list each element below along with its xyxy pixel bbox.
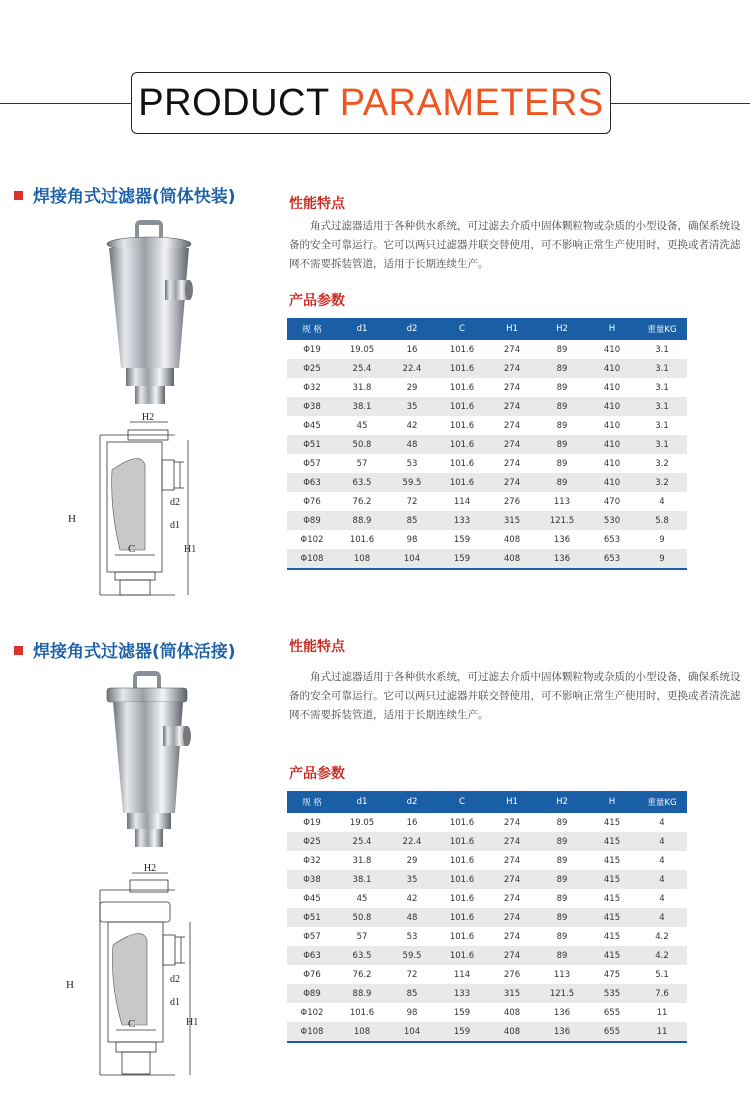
table-cell: Φ102 [300, 1007, 324, 1018]
table-cell: 101.6 [437, 397, 487, 416]
table-cell: 408 [503, 1007, 521, 1018]
table-cell: 274 [503, 420, 521, 431]
table-cell: 410 [603, 344, 621, 355]
column-header: C [437, 318, 487, 340]
table-cell: Φ25 [287, 832, 337, 851]
table-row [287, 454, 687, 473]
table-cell: 274 [503, 382, 521, 393]
table-cell: 159 [437, 1022, 487, 1042]
table-cell: 53 [406, 458, 418, 469]
table-cell: 136 [553, 1007, 571, 1018]
table-cell: 88.9 [337, 984, 387, 1003]
table-cell: 104 [387, 1022, 437, 1042]
section-1-params-heading: 产品参数 [289, 293, 345, 309]
table-cell: 101.6 [437, 832, 487, 851]
table-row [287, 549, 687, 569]
table-header-row [287, 791, 687, 813]
table-cell: 101.6 [449, 420, 475, 431]
table-cell: 101.6 [449, 855, 475, 866]
table-cell: 3.1 [655, 344, 669, 355]
table-cell: 3.2 [637, 473, 687, 492]
section-1-features-heading: 性能特点 [289, 196, 345, 212]
table-cell: 410 [587, 473, 637, 492]
table-cell: 89 [556, 420, 568, 431]
column-header: 重量KG [637, 791, 687, 813]
table-cell: 315 [487, 984, 537, 1003]
table-cell: 274 [487, 870, 537, 889]
table-cell: 3.1 [637, 397, 687, 416]
table-cell: 274 [487, 359, 537, 378]
table-row [287, 946, 687, 965]
table-cell: Φ51 [287, 908, 337, 927]
table-cell: 101.6 [437, 870, 487, 889]
table-cell: 530 [587, 511, 637, 530]
table-cell: 7.6 [637, 984, 687, 1003]
dim-label-h2: H2 [141, 412, 155, 423]
table-cell: Φ76 [303, 496, 321, 507]
table-cell: 274 [487, 435, 537, 454]
bullet-square-icon [14, 191, 23, 200]
table-cell: 101.6 [437, 908, 487, 927]
dim-label-h1: H1 [186, 1017, 199, 1028]
section-2-title [14, 637, 236, 662]
dim-label-c: C [128, 1018, 136, 1030]
dim-label-d1: d1 [170, 520, 180, 531]
table-cell: 410 [587, 359, 637, 378]
table-cell: Φ32 [303, 855, 321, 866]
table-cell: 475 [603, 969, 621, 980]
table-cell: 114 [453, 969, 471, 980]
table-row [287, 340, 687, 359]
table-cell: 535 [587, 984, 637, 1003]
table-cell: 48 [387, 435, 437, 454]
table-row [287, 908, 687, 927]
table-cell: 4 [637, 908, 687, 927]
table-row [287, 1022, 687, 1042]
table-cell: 89 [537, 908, 587, 927]
table-cell: 89 [556, 817, 568, 828]
table-cell: 133 [437, 984, 487, 1003]
section-1-title-text: 焊接角式过滤器(筒体快装) [33, 187, 236, 207]
table-cell: 29 [406, 382, 418, 393]
table-cell: 101.6 [449, 382, 475, 393]
table-cell: Φ19 [303, 817, 321, 828]
table-cell: 4 [637, 870, 687, 889]
table-cell: Φ51 [287, 435, 337, 454]
table-cell: 42 [406, 420, 418, 431]
table-cell: 50.8 [337, 908, 387, 927]
table-cell: 274 [503, 458, 521, 469]
table-cell: 76.2 [352, 496, 372, 507]
table-cell: 4 [659, 817, 665, 828]
table-cell: 276 [503, 969, 521, 980]
table-cell: 89 [537, 832, 587, 851]
table-cell: 85 [387, 984, 437, 1003]
dimension-drawing-1 [60, 410, 200, 615]
title-word-parameters: PARAMETERS [339, 81, 604, 124]
table-row [287, 359, 687, 378]
table-cell: Φ25 [287, 359, 337, 378]
table-cell: 89 [556, 855, 568, 866]
column-header: 规 格 [287, 791, 337, 813]
table-cell: 133 [437, 511, 487, 530]
table-cell: Φ38 [287, 397, 337, 416]
section-2-features-text: 角式过滤器适用于各种供水系统，可过滤去介质中固体颗粒物或杂质的小型设备，确保系统设备的安全可靠运行。它可以两只过滤器并联交替使用，可不影响正常生产使用时，更换或者清洗滤网不需要拆装管道，适用于长期连续生产。 [289, 671, 741, 721]
table-cell: 274 [487, 908, 537, 927]
column-header: H2 [537, 791, 587, 813]
table-cell: Φ19 [303, 344, 321, 355]
section-2-features-heading: 性能特点 [289, 639, 345, 655]
product-photo-1 [95, 218, 200, 413]
table-row [287, 473, 687, 492]
table-cell: 315 [487, 511, 537, 530]
table-cell: 4 [659, 855, 665, 866]
table-cell: 76.2 [352, 969, 372, 980]
table-row [287, 530, 687, 549]
table-cell: 3.1 [655, 382, 669, 393]
table-cell: 63.5 [337, 473, 387, 492]
table-cell: 159 [453, 1007, 471, 1018]
table-cell: 59.5 [387, 946, 437, 965]
table-cell: 274 [487, 397, 537, 416]
table-cell: 415 [587, 908, 637, 927]
table-row [287, 851, 687, 870]
table-cell: 89 [556, 344, 568, 355]
table-row [287, 397, 687, 416]
table-cell: 9 [659, 534, 665, 545]
table-cell: 72 [406, 496, 418, 507]
table-cell: 89 [556, 893, 568, 904]
table-cell: 415 [587, 870, 637, 889]
table-cell: 415 [603, 817, 621, 828]
table-cell: 136 [537, 1022, 587, 1042]
table-cell: 89 [537, 473, 587, 492]
table-cell: 42 [406, 893, 418, 904]
table-cell: 89 [556, 382, 568, 393]
table-cell: 159 [453, 534, 471, 545]
table-cell: 5.8 [637, 511, 687, 530]
table-cell: 22.4 [387, 832, 437, 851]
table-row [287, 416, 687, 435]
table-cell: 408 [503, 534, 521, 545]
table-cell: 3.2 [655, 458, 669, 469]
column-header: d1 [337, 318, 387, 340]
table-cell: 276 [503, 496, 521, 507]
table-cell: 274 [503, 817, 521, 828]
table-cell: 653 [587, 549, 637, 569]
table-row [287, 832, 687, 851]
column-header: H [587, 318, 637, 340]
table-cell: 5.1 [655, 969, 669, 980]
table-cell: 101.6 [349, 1007, 375, 1018]
table-cell: 31.8 [352, 382, 372, 393]
table-cell: Φ38 [287, 870, 337, 889]
header-rule-left [0, 103, 132, 104]
table-cell: 89 [537, 435, 587, 454]
dim-label-h2: H2 [143, 863, 157, 874]
table-cell: 19.05 [349, 817, 375, 828]
table-cell: 22.4 [387, 359, 437, 378]
table-cell: 89 [537, 946, 587, 965]
table-cell: 113 [553, 496, 571, 507]
table-cell: Φ108 [287, 549, 337, 569]
table-cell: 98 [406, 534, 418, 545]
table-cell: 101.6 [449, 931, 475, 942]
table-row [287, 435, 687, 454]
table-cell: 274 [487, 946, 537, 965]
table-row [287, 870, 687, 889]
table-cell: 104 [387, 549, 437, 569]
table-cell: 101.6 [449, 893, 475, 904]
table-cell: 274 [503, 893, 521, 904]
table-cell: 3.1 [637, 359, 687, 378]
table-row [287, 813, 687, 832]
table-cell: 136 [553, 534, 571, 545]
dim-label-c: C [128, 543, 136, 555]
column-header: H1 [487, 791, 537, 813]
dim-label-d2: d2 [170, 974, 180, 985]
table-cell: 89 [537, 870, 587, 889]
table-row [287, 1003, 687, 1022]
table-cell: Φ102 [300, 534, 324, 545]
table-cell: 113 [553, 969, 571, 980]
column-header: C [437, 791, 487, 813]
table-cell: 89 [556, 458, 568, 469]
table-cell: 31.8 [352, 855, 372, 866]
table-cell: 3.1 [637, 435, 687, 454]
table-cell: 101.6 [449, 344, 475, 355]
table-cell: 89 [537, 397, 587, 416]
table-cell: 408 [487, 1022, 537, 1042]
section-2-title-text: 焊接角式过滤器(筒体活接) [33, 642, 236, 662]
table-cell: Φ89 [287, 984, 337, 1003]
table-cell: 410 [603, 382, 621, 393]
table-cell: 159 [437, 549, 487, 569]
table-cell: Φ89 [287, 511, 337, 530]
table-cell: 45 [356, 893, 368, 904]
table-cell: 11 [656, 1007, 668, 1018]
table-cell: 415 [603, 931, 621, 942]
table-cell: 121.5 [537, 511, 587, 530]
column-header: d1 [337, 791, 387, 813]
table-cell: 101.6 [449, 458, 475, 469]
table-header-row [287, 318, 687, 340]
table-cell: 16 [406, 817, 418, 828]
table-cell: 38.1 [337, 870, 387, 889]
table-cell: 11 [637, 1022, 687, 1042]
table-cell: Φ45 [303, 893, 321, 904]
table-cell: 655 [587, 1022, 637, 1042]
table-cell: 655 [603, 1007, 621, 1018]
table-cell: 4 [659, 496, 665, 507]
table-cell: 4 [659, 893, 665, 904]
table-cell: 108 [337, 1022, 387, 1042]
table-cell: 121.5 [537, 984, 587, 1003]
table-cell: 101.6 [437, 946, 487, 965]
table-cell: Φ63 [287, 473, 337, 492]
table-cell: 57 [356, 931, 368, 942]
table-cell: 4.2 [655, 931, 669, 942]
table-cell: 408 [487, 549, 537, 569]
dim-label-h: H [66, 979, 74, 991]
table-cell: Φ63 [287, 946, 337, 965]
table-cell: 101.6 [449, 817, 475, 828]
table-cell: 63.5 [337, 946, 387, 965]
column-header: H [587, 791, 637, 813]
table-cell: Φ32 [303, 382, 321, 393]
section-2-params-heading: 产品参数 [289, 766, 345, 782]
column-header: 重量KG [637, 318, 687, 340]
table-cell: 4 [637, 832, 687, 851]
table-cell: 415 [587, 832, 637, 851]
table-cell: 48 [387, 908, 437, 927]
section-1-features-text: 角式过滤器适用于各种供水系统，可过滤去介质中固体颗粒物或杂质的小型设备，确保系统设备的安全可靠运行。它可以两只过滤器并联交替使用，可不影响正常生产使用时，更换或者清洗滤网不需要拆装管道，适用于长期连续生产。 [289, 220, 741, 270]
table-cell: 415 [587, 946, 637, 965]
table-cell: 98 [406, 1007, 418, 1018]
header-rule-right [611, 103, 750, 104]
table-cell: 410 [603, 420, 621, 431]
table-cell: 89 [556, 931, 568, 942]
params-table-2 [287, 791, 687, 1043]
table-cell: 3.1 [655, 420, 669, 431]
column-header: d2 [387, 318, 437, 340]
table-cell: 25.4 [337, 359, 387, 378]
table-row [287, 965, 687, 984]
table-cell: 410 [603, 458, 621, 469]
table-cell: 35 [387, 870, 437, 889]
table-cell: 274 [487, 832, 537, 851]
table-row [287, 511, 687, 530]
table-cell: 415 [603, 855, 621, 866]
table-cell: 274 [503, 931, 521, 942]
table-cell: 4.2 [637, 946, 687, 965]
table-row [287, 927, 687, 946]
table-cell: 19.05 [349, 344, 375, 355]
table-cell: 415 [603, 893, 621, 904]
table-cell: 101.6 [437, 435, 487, 454]
product-photo-2 [95, 668, 200, 858]
dim-label-d1: d1 [170, 997, 180, 1008]
params-table-1 [287, 318, 687, 570]
table-cell: 274 [503, 855, 521, 866]
table-cell: Φ108 [287, 1022, 337, 1042]
table-cell: 38.1 [337, 397, 387, 416]
table-cell: 88.9 [337, 511, 387, 530]
column-header: H1 [487, 318, 537, 340]
table-cell: 53 [406, 931, 418, 942]
table-cell: 29 [406, 855, 418, 866]
table-cell: 50.8 [337, 435, 387, 454]
table-cell: 85 [387, 511, 437, 530]
table-row [287, 889, 687, 908]
table-cell: 136 [537, 549, 587, 569]
table-row [287, 492, 687, 511]
table-cell: 25.4 [337, 832, 387, 851]
dim-label-h1: H1 [184, 544, 197, 555]
column-header: H2 [537, 318, 587, 340]
table-cell: 410 [587, 435, 637, 454]
table-cell: 410 [587, 397, 637, 416]
title-word-product: PRODUCT [138, 81, 330, 124]
table-cell: 101.6 [437, 359, 487, 378]
table-cell: 101.6 [349, 534, 375, 545]
table-cell: 274 [503, 344, 521, 355]
table-cell: 35 [387, 397, 437, 416]
table-cell: 114 [453, 496, 471, 507]
section-1-title [14, 182, 236, 207]
dim-label-h: H [68, 513, 76, 525]
dimension-drawing-2 [60, 860, 200, 1085]
table-cell: Φ57 [303, 458, 321, 469]
table-cell: Φ76 [303, 969, 321, 980]
table-cell: 45 [356, 420, 368, 431]
table-cell: 274 [487, 473, 537, 492]
bullet-square-icon [14, 646, 23, 655]
dim-label-d2: d2 [170, 497, 180, 508]
column-header: 规 格 [287, 318, 337, 340]
column-header: d2 [387, 791, 437, 813]
table-cell: 57 [356, 458, 368, 469]
table-cell: 470 [603, 496, 621, 507]
table-row [287, 378, 687, 397]
table-cell: 108 [337, 549, 387, 569]
table-cell: 653 [603, 534, 621, 545]
table-row [287, 984, 687, 1003]
table-cell: 89 [537, 359, 587, 378]
table-cell: Φ57 [303, 931, 321, 942]
table-cell: 59.5 [387, 473, 437, 492]
table-cell: 101.6 [437, 473, 487, 492]
table-cell: 72 [406, 969, 418, 980]
page-title [131, 72, 611, 134]
table-cell: Φ45 [303, 420, 321, 431]
table-cell: 9 [637, 549, 687, 569]
table-cell: 16 [406, 344, 418, 355]
